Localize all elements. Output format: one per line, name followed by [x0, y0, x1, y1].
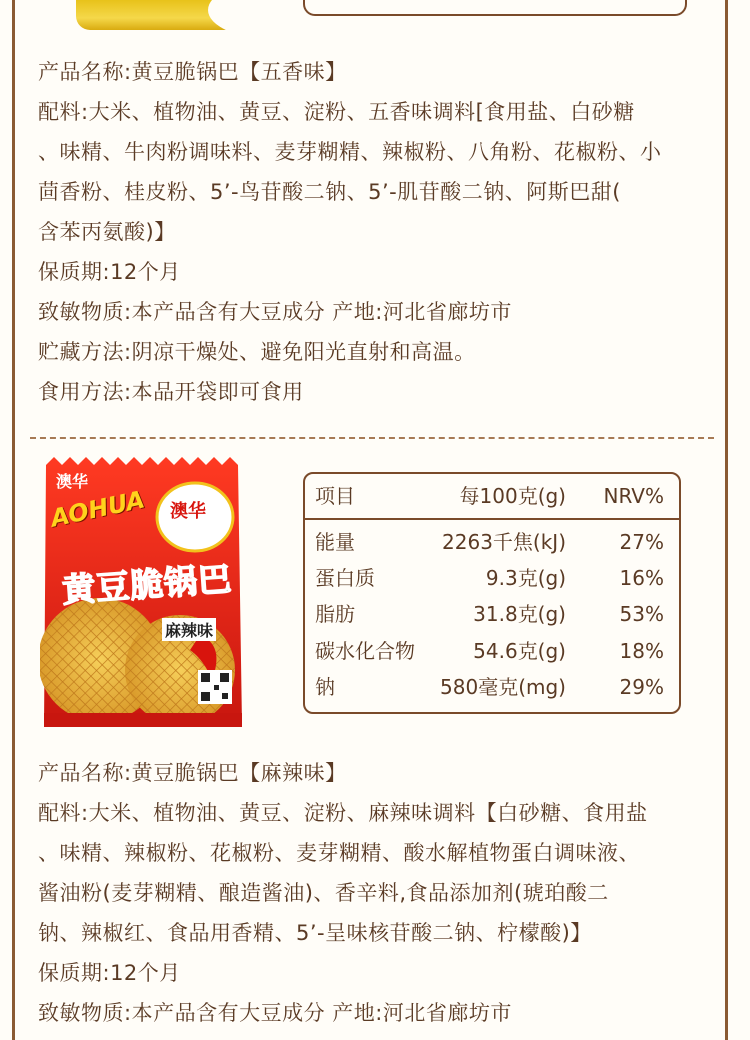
nutrient-amount: 580毫克(mg)	[440, 675, 566, 699]
table-row	[305, 633, 679, 669]
nutrient-amount: 9.3克(g)	[485, 566, 566, 590]
brand-cn-label: 澳华	[56, 472, 89, 491]
info-line: 钠、辣椒红、食品用香精、5’-呈味核苷酸二钠、柠檬酸)】	[38, 921, 592, 945]
nutrient-nrv: 27%	[619, 530, 664, 554]
info-line: 配料:大米、植物油、黄豆、淀粉、麻辣味调料【白砂糖、食用盐	[38, 801, 648, 825]
info-line: 茴香粉、桂皮粉、5’-鸟苷酸二钠、5’-肌苷酸二钠、阿斯巴甜(	[38, 180, 621, 204]
product-info-spicy	[38, 753, 718, 1033]
info-line: 食用方法:本品开袋即可食用	[38, 380, 304, 404]
table-row	[305, 560, 679, 596]
info-line: 保质期:12个月	[38, 961, 181, 985]
nutrient-amount: 54.6克(g)	[473, 639, 566, 663]
badge-label: 澳华	[170, 501, 206, 522]
table-header-divider	[305, 518, 679, 520]
header-per100g: 每100克(g)	[459, 484, 566, 508]
product-name-on-bag: 黄豆脆锅巴	[60, 559, 234, 610]
info-line: 、味精、辣椒粉、花椒粉、麦芽糊精、酸水解植物蛋白调味液、	[38, 841, 640, 865]
nutrition-facts-table	[303, 472, 681, 714]
nutrient-amount: 31.8克(g)	[473, 602, 566, 626]
info-line: 、味精、牛肉粉调味料、麦芽糊精、辣椒粉、八角粉、花椒粉、小	[38, 140, 662, 164]
info-line: 配料:大米、植物油、黄豆、淀粉、五香味调料[食用盐、白砂糖	[38, 100, 635, 124]
nutrient-nrv: 53%	[619, 602, 664, 626]
header-item: 项目	[315, 484, 355, 508]
header-nrv: NRV%	[603, 484, 664, 508]
nutrient-name: 蛋白质	[315, 566, 375, 590]
nutrient-name: 脂肪	[315, 602, 355, 626]
brand-en-label: AOHUA	[48, 485, 148, 533]
info-line: 保质期:12个月	[38, 260, 181, 284]
info-line: 致敏物质:本产品含有大豆成分 产地:河北省廊坊市	[38, 1001, 512, 1025]
table-row	[305, 524, 679, 560]
table-header-row	[305, 478, 679, 514]
info-line: 产品名称:黄豆脆锅巴【麻辣味】	[38, 761, 347, 785]
info-line: 产品名称:黄豆脆锅巴【五香味】	[38, 60, 347, 84]
table-row	[305, 669, 679, 705]
nutrient-nrv: 16%	[619, 566, 664, 590]
product-bag-image	[40, 455, 246, 733]
info-line: 贮藏方法:阴凉干燥处、避免阳光直射和高温。	[38, 340, 476, 364]
table-row	[305, 596, 679, 632]
flavor-label-on-bag: 麻辣味	[162, 618, 216, 641]
info-line: 含苯丙氨酸)】	[38, 220, 176, 244]
product-info-five-spice	[38, 52, 718, 412]
nutrient-amount: 2263千焦(kJ)	[442, 530, 566, 554]
nutrient-name: 能量	[315, 530, 355, 554]
info-line: 致敏物质:本产品含有大豆成分 产地:河北省廊坊市	[38, 300, 512, 324]
nutrient-name: 钠	[315, 675, 335, 699]
info-line: 酱油粉(麦芽糊精、酿造酱油)、香辛料,食品添加剂(琥珀酸二	[38, 881, 609, 905]
top-product-pack-fragment	[38, 0, 258, 30]
dashed-divider	[30, 437, 714, 439]
nutrient-name: 碳水化合物	[315, 639, 415, 663]
top-table-fragment	[303, 0, 687, 16]
nutrient-nrv: 29%	[619, 675, 664, 699]
nutrient-nrv: 18%	[619, 639, 664, 663]
